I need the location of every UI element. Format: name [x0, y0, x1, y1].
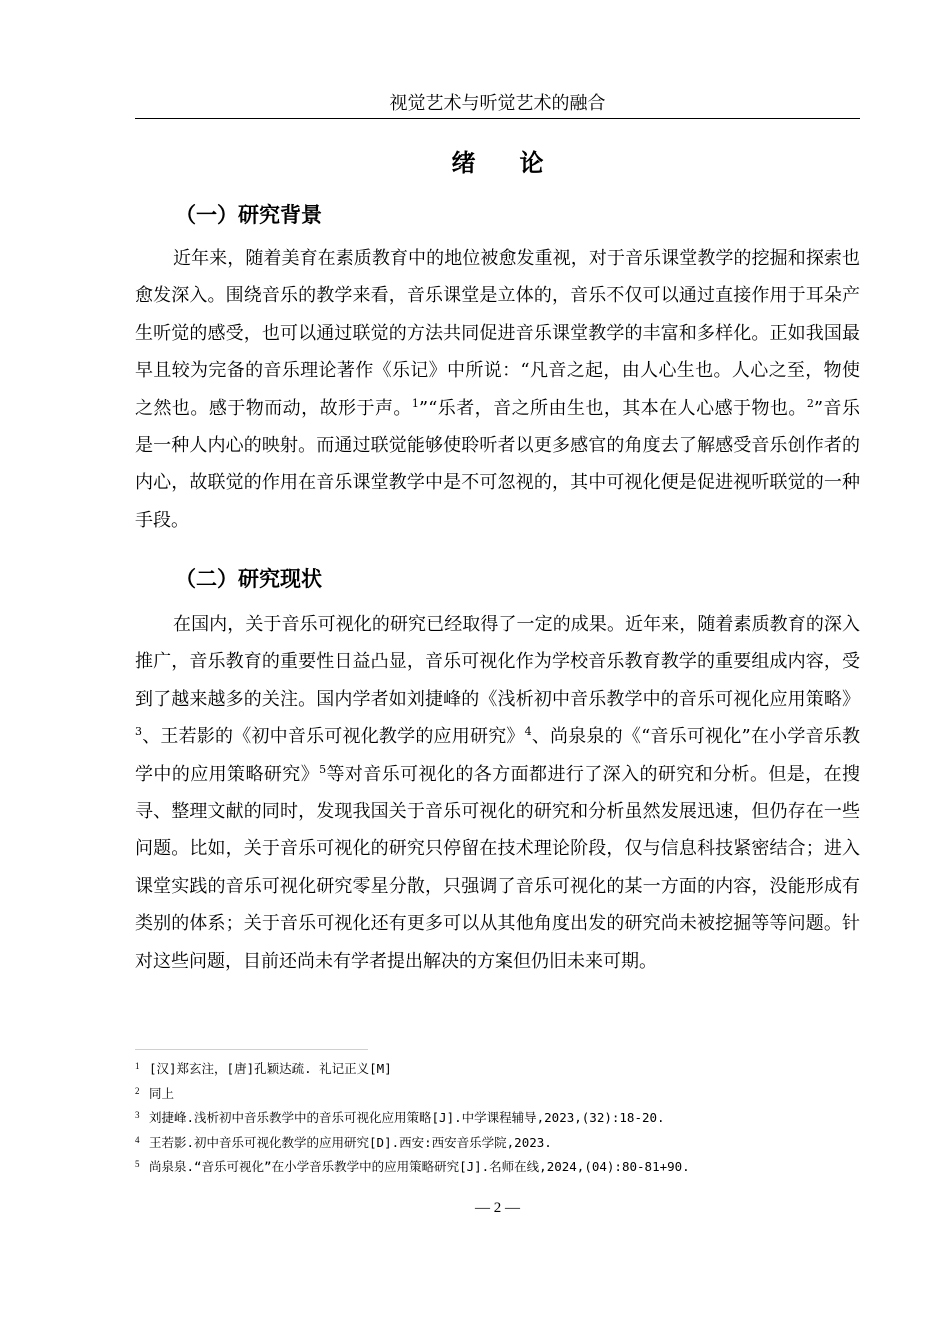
page-number: — 2 —: [475, 1200, 520, 1216]
paragraph-text: 、尚泉泉的《“音乐可视化”在小学音乐教学中的应用策略研究》: [135, 726, 860, 785]
footnote-text: 王若影.初中音乐可视化教学的应用研究[D].西安:西安音乐学院,2023.: [149, 1134, 552, 1150]
footnote-ref[interactable]: 4: [524, 725, 532, 739]
footnote-ref[interactable]: 2: [806, 396, 814, 410]
footnote-text: 尚泉泉.“音乐可视化”在小学音乐教学中的应用策略研究[J].名师在线,2024,(04):80-81+90.: [149, 1159, 690, 1175]
footnote-item: [135, 1132, 860, 1157]
paragraph-text: ”音乐是一种人内心的映射。而通过联觉能够使聆听者以更多感官的角度去了解感受音乐创作者的内心，故联觉的作用在音乐课堂教学中是不可忽视的，其中可视化便是促进视听联觉的一种手段。: [135, 397, 861, 531]
paragraph-background: [135, 240, 860, 539]
footnote-item: [135, 1083, 860, 1108]
footnote-ref[interactable]: 3: [135, 725, 142, 739]
footnote-mark: 5: [135, 1159, 140, 1170]
footnote-item: [135, 1107, 860, 1132]
footnote-text: [汉]郑玄注，[唐]孔颖达疏. 礼记正义[M]: [149, 1061, 392, 1076]
section-heading-status: （二）研究现状: [175, 567, 322, 591]
footnote-ref[interactable]: 1: [411, 396, 419, 410]
section-heading-background: （一）研究背景: [175, 203, 322, 227]
footnote-ref[interactable]: 5: [319, 762, 327, 776]
running-header: 视觉艺术与听觉艺术的融合: [389, 93, 606, 114]
footnote-mark: 1: [135, 1061, 140, 1071]
paragraph-text: 在国内，关于音乐可视化的研究已经取得了一定的成果。近年来，随着素质教育的深入推广，音乐教育的重要性日益凸显，音乐可视化作为学校音乐教育教学的重要组成内容，受到了越来越多的关注。国内学者如刘捷峰的《浅析初中音乐教学中的音乐可视化应用策略》: [135, 614, 860, 710]
footnote-text: 同上: [149, 1085, 175, 1101]
header-rule: [135, 118, 860, 119]
footnote-text: 刘捷峰.浅析初中音乐教学中的音乐可视化应用策略[J].中学课程辅导,2023,(32):18-20.: [149, 1110, 665, 1126]
paragraph-status: [135, 606, 860, 980]
paragraph-text: 等对音乐可视化的各方面都进行了深入的研究和分析。但是，在搜寻、整理文献的同时，发现我国关于音乐可视化的研究和分析虽然发展迅速，但仍存在一些问题。比如，关于音乐可视化的研究只停留在技术理论阶段，仅与信息科技紧密结合；进入课堂实践的音乐可视化研究零星分散，只强调了音乐可视化的某一方面的内容，没能形成有类别的体系；关于音乐可视化还有更多可以从其他角度出发的研究尚未被挖掘等等问题。针对这些问题，目前还尚未有学者提出解决的方案但仍旧未来可期。: [135, 763, 861, 972]
footnote-mark: 2: [135, 1085, 140, 1096]
paragraph-text: 、王若影的《初中音乐可视化教学的应用研究》: [142, 726, 525, 748]
footnote-list: [135, 1058, 860, 1181]
chapter-title: 绪论: [451, 149, 588, 177]
footnote-item: [135, 1156, 860, 1181]
footnote-mark: 4: [135, 1134, 140, 1145]
paragraph-text: 近年来，随着美育在素质教育中的地位被愈发重视，对于音乐课堂教学的挖掘和探索也愈发深入。围绕音乐的教学来看，音乐课堂是立体的，音乐不仅可以通过直接作用于耳朵产生听觉的感受，也可以通过联觉的方法共同促进音乐课堂教学的丰富和多样化。正如我国最早且较为完备的音乐理论著作《乐记》中所说：“凡音之起，由人心生也。人心之至，物使之然也。感于物而动，故形于声。: [135, 248, 860, 419]
paragraph-text: ”“乐者，音之所由生也，其本在人心感于物也。: [418, 397, 807, 419]
footnote-item: [135, 1058, 860, 1083]
footnote-rule: [135, 1049, 368, 1050]
footnote-mark: 3: [135, 1110, 140, 1121]
